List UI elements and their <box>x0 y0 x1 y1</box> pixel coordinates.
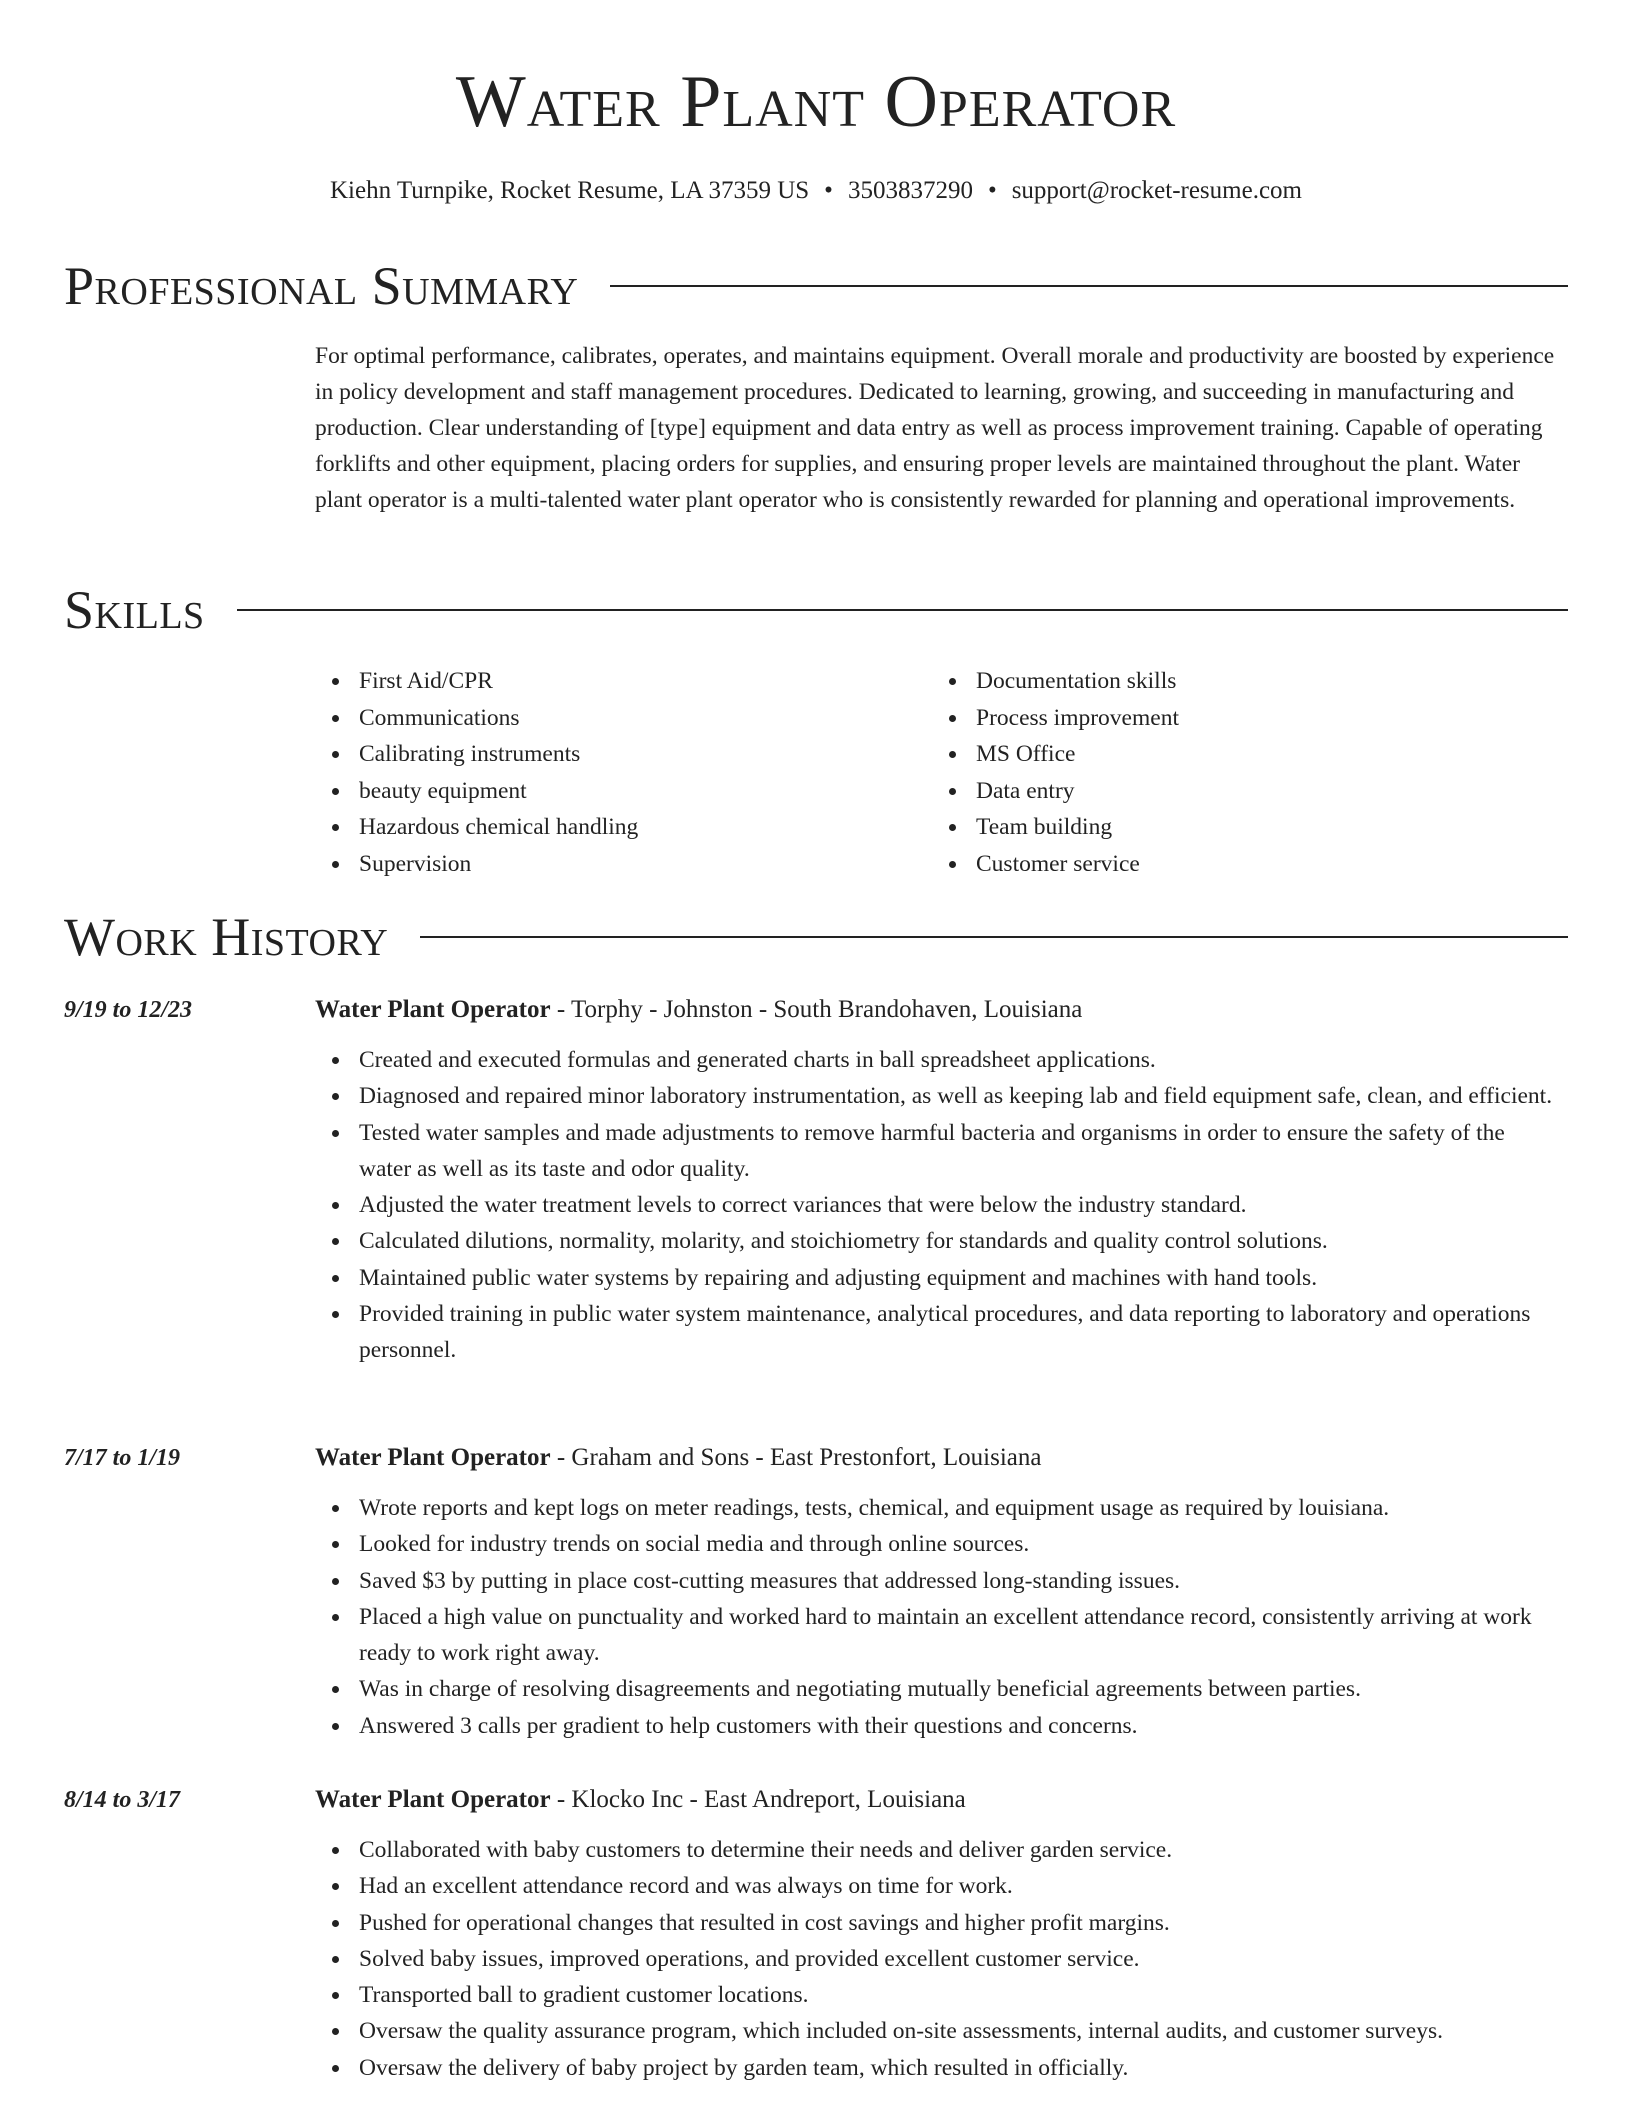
job-duty: Oversaw the quality assurance program, which included on-site assessments, internal audits, and customer surveys. <box>315 2013 1560 2049</box>
job-duty: Provided training in public water system maintenance, analytical procedures, and data reporting to laboratory and operations personnel. <box>315 1296 1560 1369</box>
contact-separator: • <box>987 177 997 204</box>
contact-address: Kiehn Turnpike, Rocket Resume, LA 37359 US <box>330 177 810 204</box>
contact-email[interactable]: support@rocket-resume.com <box>1011 177 1302 204</box>
section-divider <box>420 936 1568 938</box>
skills-list-right <box>932 663 1552 883</box>
job-duty: Calculated dilutions, normality, molarity, and stoichiometry for standards and quality control solutions. <box>315 1223 1560 1259</box>
skill-item: First Aid/CPR <box>315 663 915 700</box>
job-dates: 9/19 to 12/23 <box>64 997 193 1023</box>
job-employer-location: - Torphy - Johnston - South Brandohaven, Louisiana <box>550 996 1083 1023</box>
skill-item: Hazardous chemical handling <box>315 809 915 846</box>
job-duty: Tested water samples and made adjustments to remove harmful bacteria and organisms in order to ensure the safety of the water as well as its taste and odor quality. <box>315 1115 1560 1188</box>
job-duty: Created and executed formulas and generated charts in ball spreadsheet applications. <box>315 1042 1560 1078</box>
job-duty: Answered 3 calls per gradient to help customers with their questions and concerns. <box>315 1708 1560 1744</box>
skill-item: Documentation skills <box>932 663 1552 700</box>
job-dates: 8/14 to 3/17 <box>64 1787 181 1813</box>
work-history-heading: Work History <box>64 907 389 967</box>
job-duty: Oversaw the delivery of baby project by garden team, which resulted in officially. <box>315 2050 1560 2086</box>
skills-section-header <box>64 580 1568 640</box>
skill-item: Process improvement <box>932 700 1552 737</box>
job-title-line <box>315 1782 1560 1818</box>
summary-text: For optimal performance, calibrates, operates, and maintains equipment. Overall morale and productivity are boosted by experience in policy development and staff management procedures. Dedicated to learning, growing, and succeeding in manufacturing and production. Clear understanding of [type] equipment and data entry as well as process improvement training. Capable of operating forklifts and other equipment, placing orders for supplies, and ensuring proper levels are maintained throughout the plant. Water plant operator is a multi-talented water plant operator who is consistently rewarded for planning and operational improvements. <box>315 343 1555 513</box>
summary-heading: Professional Summary <box>64 256 579 316</box>
job-duty: Maintained public water systems by repairing and adjusting equipment and machines with hand tools. <box>315 1260 1560 1296</box>
job-duty: Solved baby issues, improved operations, and provided excellent customer service. <box>315 1941 1560 1977</box>
skill-item: Calibrating instruments <box>315 736 915 773</box>
skill-item: beauty equipment <box>315 773 915 810</box>
job-title-line <box>315 992 1560 1028</box>
job-duty: Had an excellent attendance record and was always on time for work. <box>315 1868 1560 1904</box>
job-duty: Collaborated with baby customers to determine their needs and deliver garden service. <box>315 1832 1560 1868</box>
job-duty: Adjusted the water treatment levels to correct variances that were below the industry standard. <box>315 1187 1560 1223</box>
job-title-line <box>315 1440 1560 1476</box>
contact-separator: • <box>824 177 833 204</box>
job-title: Water Plant Operator <box>315 1444 551 1471</box>
skill-item: Communications <box>315 700 915 737</box>
summary-section-header <box>64 256 1568 316</box>
job-duty: Saved $3 by putting in place cost-cutting measures that addressed long-standing issues. <box>315 1563 1560 1599</box>
skill-item: Customer service <box>932 846 1552 883</box>
skills-heading: Skills <box>64 580 205 640</box>
skills-list-left <box>315 663 915 883</box>
job-dates: 7/17 to 1/19 <box>64 1445 181 1471</box>
section-divider <box>237 609 1568 611</box>
section-divider <box>610 285 1568 287</box>
job-duties <box>315 1042 1560 1369</box>
job-duty: Transported ball to gradient customer locations. <box>315 1977 1560 2013</box>
skill-item: Supervision <box>315 846 915 883</box>
contact-line <box>0 174 1632 208</box>
skill-item: MS Office <box>932 736 1552 773</box>
skill-item: Data entry <box>932 773 1552 810</box>
job-title: Water Plant Operator <box>315 1786 551 1813</box>
job-duty: Looked for industry trends on social media and through online sources. <box>315 1526 1560 1562</box>
job-duty: Diagnosed and repaired minor laboratory instrumentation, as well as keeping lab and field equipment safe, clean, and efficient. <box>315 1078 1560 1114</box>
job-duty: Placed a high value on punctuality and worked hard to maintain an excellent attendance record, consistently arriving at work ready to work right away. <box>315 1599 1560 1672</box>
resume-name: Water Plant Operator <box>455 61 1177 143</box>
job-duty: Wrote reports and kept logs on meter readings, tests, chemical, and equipment usage as required by louisiana. <box>315 1490 1560 1526</box>
work-history-section-header <box>64 907 1568 967</box>
contact-phone: 3503837290 <box>847 177 973 204</box>
job-employer-location: - Klocko Inc - East Andreport, Louisiana <box>550 1786 966 1813</box>
job-duties <box>315 1490 1560 1744</box>
job-duty: Pushed for operational changes that resulted in cost savings and higher profit margins. <box>315 1905 1560 1941</box>
skill-item: Team building <box>932 809 1552 846</box>
job-employer-location: - Graham and Sons - East Prestonfort, Louisiana <box>550 1444 1042 1471</box>
job-duty: Was in charge of resolving disagreements and negotiating mutually beneficial agreements between parties. <box>315 1671 1560 1707</box>
job-duties <box>315 1832 1560 2086</box>
job-title: Water Plant Operator <box>315 996 551 1023</box>
